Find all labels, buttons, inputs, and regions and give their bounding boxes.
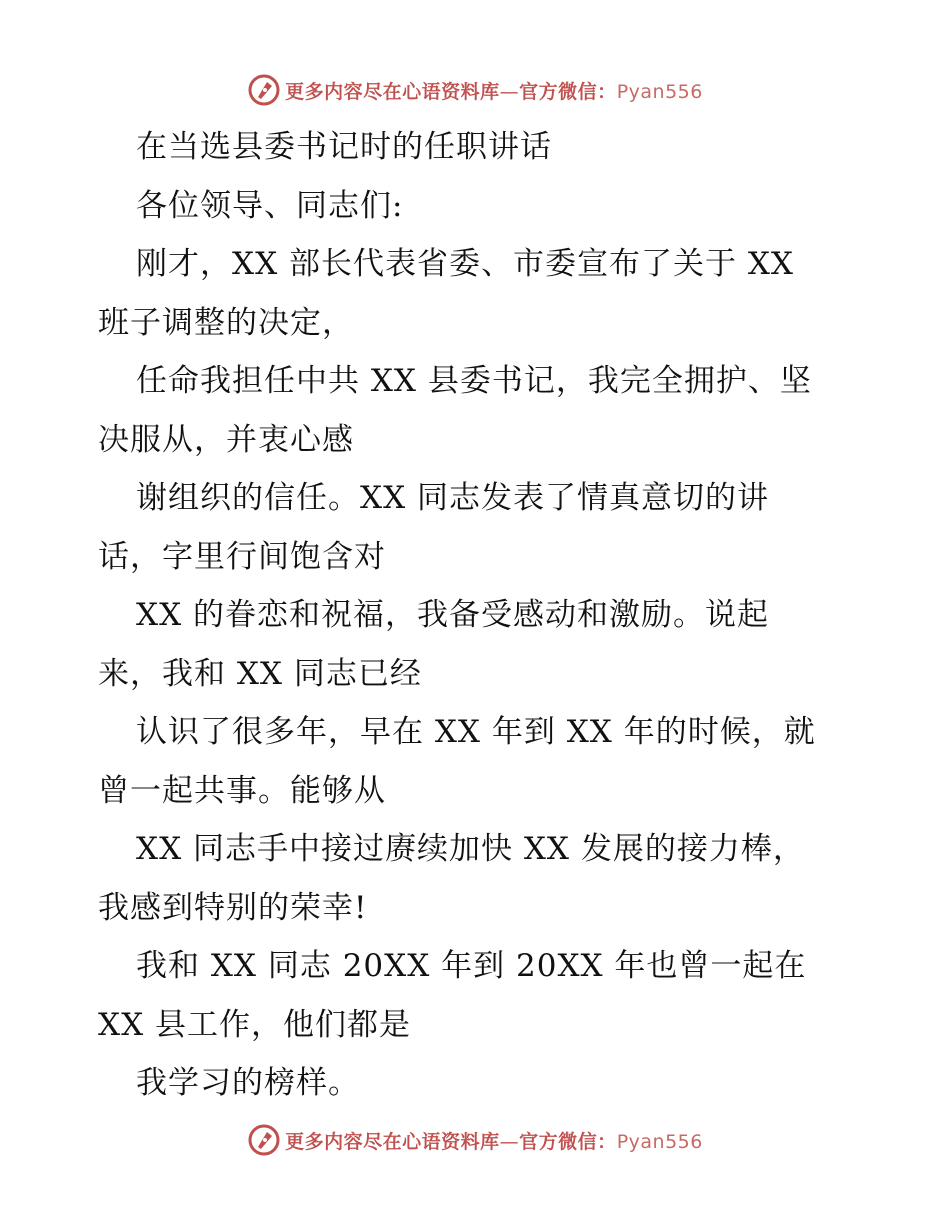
text-line: 来，我和 XX 同志已经 xyxy=(98,655,422,692)
text-line: 我感到特别的荣幸! xyxy=(98,889,368,926)
text-line: 班子调整的决定， xyxy=(98,304,354,341)
banner-separator: — xyxy=(499,1130,520,1153)
banner-site-text: 更多内容尽在心语资料库 xyxy=(285,1130,500,1153)
text-line: XX 的眷恋和祝福，我备受感动和激励。说起 xyxy=(136,597,769,633)
pen-nib-icon xyxy=(247,1123,281,1157)
text-line: 刚才，XX 部长代表省委、市委宣布了关于 XX xyxy=(136,246,794,282)
text-line: 任命我担任中共 XX 县委书记，我完全拥护、坚 xyxy=(136,363,812,399)
banner-separator: — xyxy=(499,80,520,103)
text-line: 认识了很多年，早在 XX 年到 XX 年的时候，就 xyxy=(136,714,816,750)
text-line: 话，字里行间饱含对 xyxy=(98,538,386,575)
banner-wechat-id: Pyan556 xyxy=(616,80,703,103)
text-line: XX 同志手中接过赓续加快 XX 发展的接力棒， xyxy=(136,831,805,867)
text-line: 决服从，并衷心感 xyxy=(98,421,354,458)
footer-banner xyxy=(0,1120,950,1160)
banner-text xyxy=(285,77,703,104)
pen-nib-icon xyxy=(247,73,281,107)
banner-wechat-id: Pyan556 xyxy=(616,1130,703,1153)
text-line: 我学习的榜样。 xyxy=(136,1065,360,1101)
text-line: 曾一起共事。能够从 xyxy=(98,772,386,809)
banner-site-text: 更多内容尽在心语资料库 xyxy=(285,80,500,103)
text-line: 我和 XX 同志 20XX 年到 20XX 年也曾一起在 xyxy=(136,948,807,984)
text-line: XX 县工作，他们都是 xyxy=(98,1006,411,1043)
text-line: 在当选县委书记时的任职讲话 xyxy=(136,129,552,165)
banner-official-label: 官方微信： xyxy=(519,1130,617,1153)
document-body xyxy=(98,118,858,1113)
banner-text xyxy=(285,1127,703,1154)
text-line: 各位领导、同志们: xyxy=(136,187,404,224)
header-banner xyxy=(0,70,950,110)
banner-official-label: 官方微信： xyxy=(519,80,617,103)
text-line: 谢组织的信任。XX 同志发表了情真意切的讲 xyxy=(136,480,769,516)
